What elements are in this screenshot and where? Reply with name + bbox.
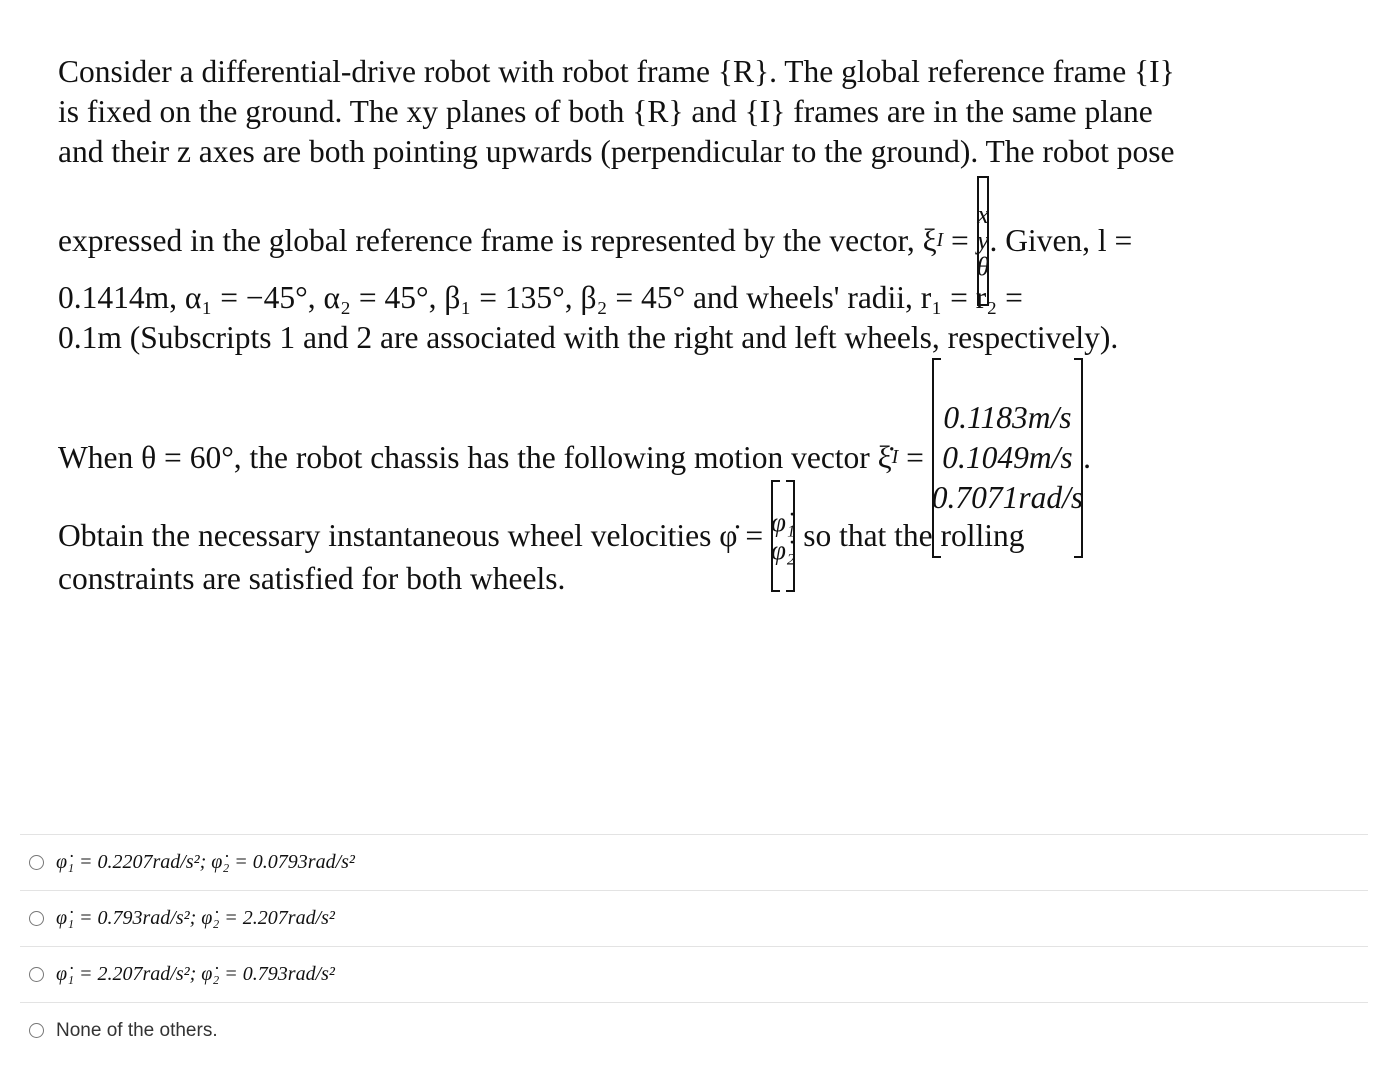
motion-text: When θ = 60°, the robot chassis has the following motion vector ξ̇ (58, 440, 892, 475)
option-1-radio[interactable] (29, 855, 44, 870)
option-2-radio[interactable] (29, 911, 44, 926)
wheel-vector-matrix (771, 480, 795, 592)
pose-equals: = (943, 223, 977, 258)
option-2[interactable] (20, 890, 1368, 946)
option-1[interactable] (20, 834, 1368, 890)
option-4[interactable] (20, 1002, 1368, 1058)
motion-vector-vx: 0.1183m/s (943, 400, 1072, 435)
question-line-5: 0.1414m, α₁ = −45°, α₂ = 45°, β₁ = 135°, β₂ = 45° and wheels' radii, r₁ = r₂ = (58, 280, 1023, 315)
pose-vector-y: y (977, 226, 989, 255)
wheel-vector-phi2: φ̇₂ (770, 535, 796, 565)
question-line-6: 0.1m (Subscripts 1 and 2 are associated with the right and left wheels, respectively). (58, 320, 1119, 355)
pose-vector-theta: θ (976, 252, 990, 281)
given-text: . Given, l = (989, 223, 1133, 258)
motion-subscript: I (891, 447, 899, 468)
rolling-text: so that the rolling (803, 518, 1025, 553)
question-line-2: is fixed on the ground. The xy planes of both {R} and {I} frames are in the same plane (58, 94, 1153, 129)
pose-subscript: I (936, 230, 944, 251)
wheel-velocity-text: Obtain the necessary instantaneous wheel velocities φ̇ = (58, 518, 764, 553)
pose-text: expressed in the global reference frame is represented by the vector, ξ (58, 223, 937, 258)
option-3-radio[interactable] (29, 967, 44, 982)
question-line-3: and their z axes are both pointing upwards (perpendicular to the ground). The robot pose (58, 134, 1175, 169)
option-3-label[interactable]: φ̇₁ = 2.207rad/s²; φ̇₂ = 0.793rad/s² (56, 963, 335, 985)
motion-vector-vy: 0.1049m/s (942, 440, 1073, 475)
motion-vector-omega: 0.7071rad/s (931, 480, 1084, 515)
option-4-radio[interactable] (29, 1023, 44, 1038)
wheel-vector-phi1: φ̇₁ (770, 507, 796, 537)
question-line-9: constraints are satisfied for both wheels. (58, 561, 566, 596)
answer-options (20, 834, 1368, 1058)
option-2-label[interactable]: φ̇₁ = 0.793rad/s²; φ̇₂ = 2.207rad/s² (56, 907, 335, 929)
option-3[interactable] (20, 946, 1368, 1002)
option-4-label[interactable]: None of the others. (56, 1019, 218, 1041)
pose-vector-x: x (977, 200, 989, 229)
motion-equals: = (898, 440, 932, 475)
question-line-7: When θ = 60°, the robot chassis has the following motion vector ξ̇I = 0.1183m/s 0.1049m/s 0.7071rad/s . (58, 358, 1091, 558)
option-1-label[interactable]: φ̇₁ = 0.2207rad/s²; φ̇₂ = 0.0793rad/s² (56, 851, 355, 873)
question-line-1: Consider a differential-drive robot with robot frame {R}. The global reference frame {I} (58, 54, 1175, 89)
